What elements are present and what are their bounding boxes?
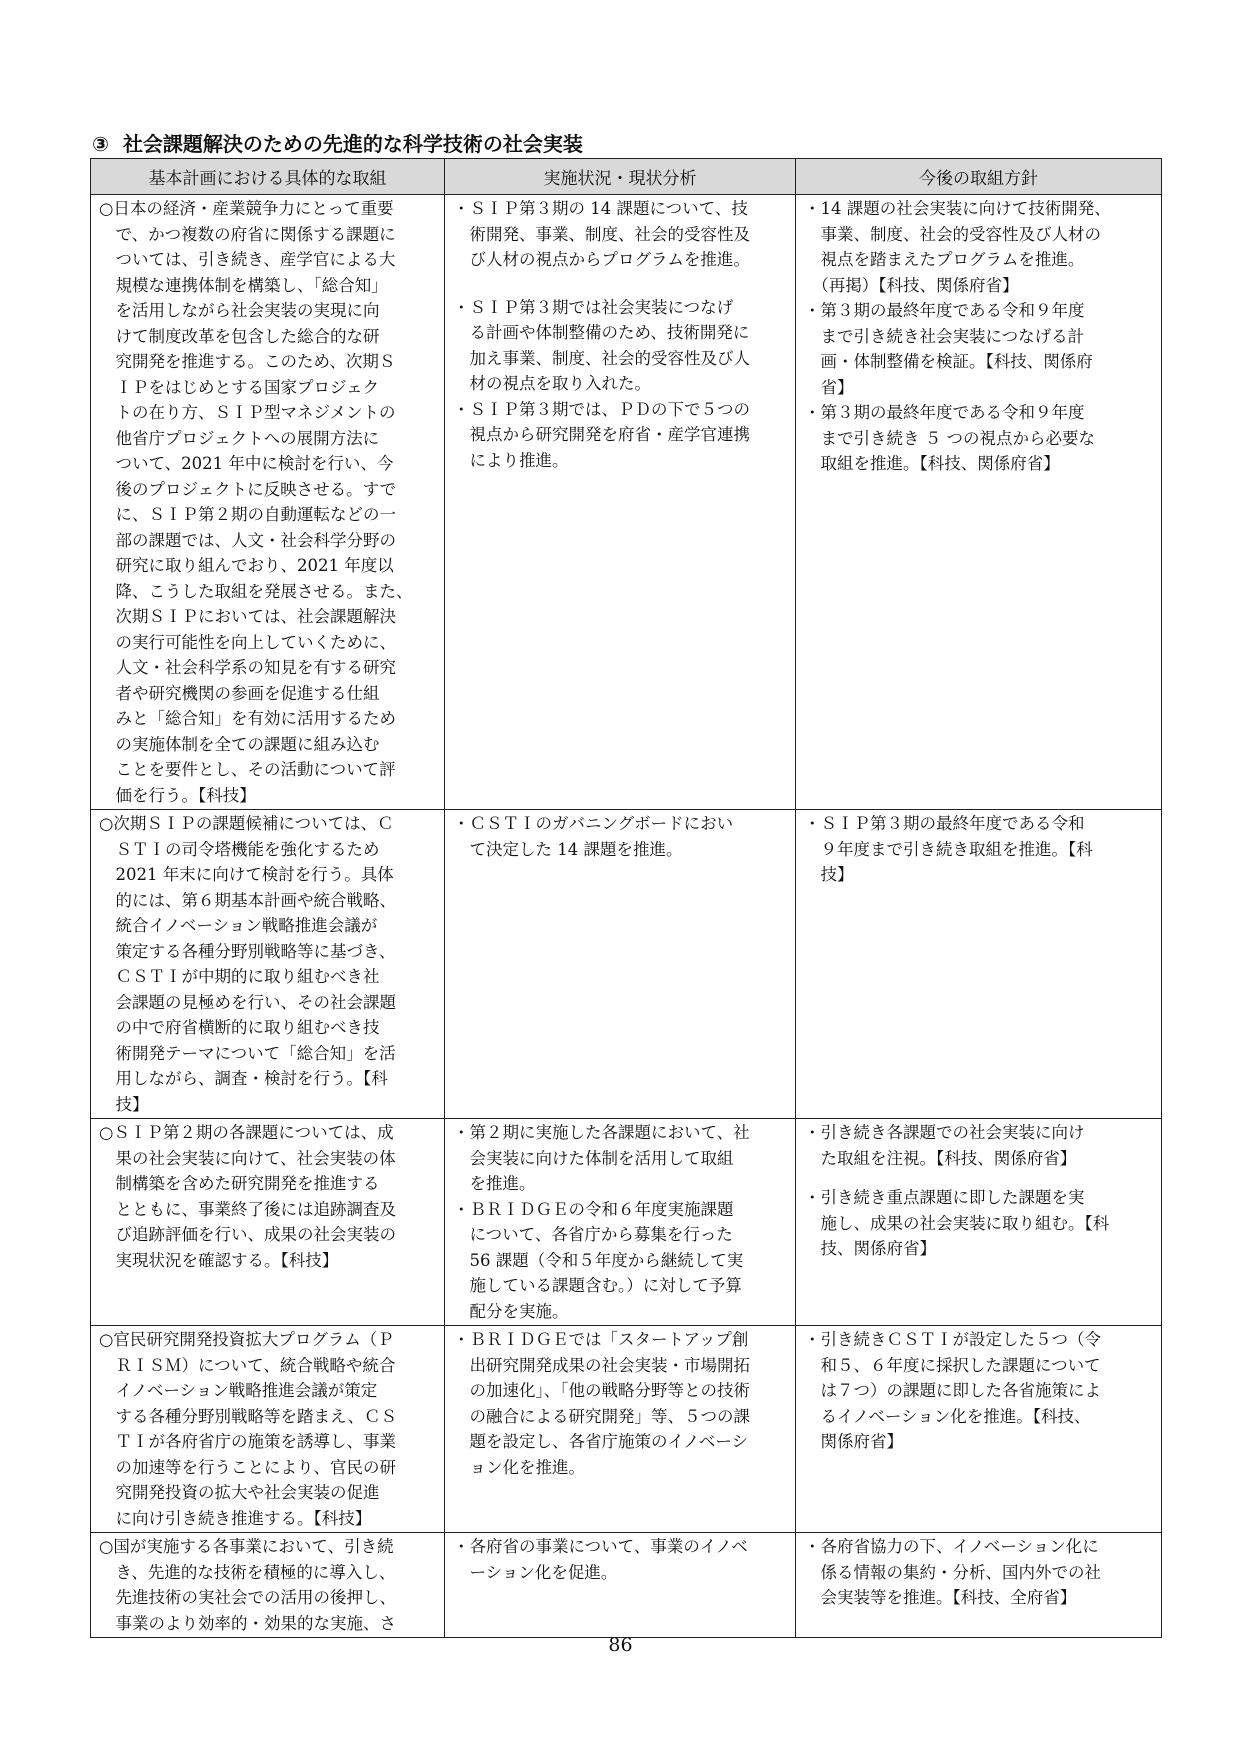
status-item: ・ＳＩＰ第３期の 14 課題について、技 術開発、事業、制度、社会的受容性及 び人材の視点からプログラムを推進。 (453, 199, 750, 269)
policy-item: ・ＳＩＰ第３期の最終年度である令和 ９年度まで引き続き取組を推進。【科 技】 (804, 814, 1093, 884)
measure-cell (91, 1119, 445, 1326)
measure-cell (91, 195, 445, 810)
status-item: ・ＳＩＰ第３期では社会実装につなげ る計画や体制整備のため、技術開発に 加え事業、制度、社会的受容性及び人 材の視点を取り入れた。 (453, 297, 750, 393)
status-cell (445, 810, 796, 1119)
status-item: ・ＣＳＴＩのガバニングボードにおい て決定した 14 課題を推進。 (453, 814, 734, 859)
header-status-analysis: 実施状況・現状分析 (445, 159, 796, 195)
header-future-policy: 今後の取組方針 (796, 159, 1162, 195)
policy-item: ・第３期の最終年度である令和９年度 まで引き続き ５ つの視点から必要な 取組を推進。【科技、関係府省】 (804, 403, 1095, 473)
measure-text: ○ＳＩＰ第２期の各課題については、成 果の社会実装に向けて、社会実装の体 制構築を含めた研究開発を推進する とともに、事業終了後には追跡調査及 び追跡評価を行い、成果の社会実装の 実現状況を確認する。【科技】 (99, 1123, 396, 1270)
table-row (91, 195, 1162, 810)
policy-item: ・各府省協力の下、イノベーション化に 係る情報の集約・分析、国内外での社 会実装等を推進。【科技、全府省】 (804, 1537, 1101, 1607)
table-row (91, 1326, 1162, 1533)
policy-item: ・引き続き各課題での社会実装に向け た取組を注視。【科技、関係府省】 (804, 1123, 1085, 1168)
header-specific-measures: 基本計画における具体的な取組 (91, 159, 445, 195)
measure-text: ○官民研究開発投資拡大プログラム（Ｐ ＲＩＳＭ）について、統合戦略や統合 イノベーション戦略推進会議が策定 する各種分野別戦略等を踏まえ、ＣＳ ＴＩが各府省庁の施策を誘導し、事業 の加速等を行うことにより、官民の研 究開発投資の拡大や社会実装の促進 に向け引き続き推進する。【科技】 (99, 1330, 397, 1528)
policy-cell (796, 1119, 1162, 1326)
measure-cell (91, 1533, 445, 1638)
table-row (91, 1119, 1162, 1326)
section-number: ③ (92, 132, 109, 156)
policy-item: ・14 課題の社会実装に向けて技術開発、 事業、制度、社会的受容性及び人材の 視点を踏まえたプログラムを推進。 （再掲）【科技、関係府省】 (804, 199, 1111, 295)
section-title: 社会課題解決のための先進的な科学技術の社会実装 (122, 132, 583, 156)
status-item: ・ＳＩＰ第３期では、ＰＤの下で５つの 視点から研究開発を府省・産学官連携 により推進。 (453, 399, 750, 470)
measure-text: ○日本の経済・産業競争力にとって重要 で、かつ複数の府省に関係する課題に ついては、引き続き、産学官による大 規模な連携体制を構築し、「総合知」 を活用しながら社会実装の実現に向 けて制度改革を包含した総合的な研 究開発を推進する。このため、次期Ｓ ＩＰをはじめとする国家プロジェク トの在り方、ＳＩＰ型マネジメントの 他省庁プロジェクトへの展開方法に ついて、2021 年中に検討を行い、今 後のプロジェクトに反映させる。すで に、ＳＩＰ第２期の自動運転などの一 部の課題では、人文・社会科学分野の 研究に取り組んでおり、2021 年度以 降、こうした取組を発展させる。また、 次期ＳＩＰにおいては、社会課題解決 の実行可能性を向上していくために、 人文・社会科学系の知見を有する研究 者や研究機関の参画を促進する仕組 みと「総合知」を有効に活用するため の実施体制を全ての課題に組み込む ことを要件とし、その活動について評 価を行う。【科技】 (99, 199, 413, 805)
policy-item: ・第３期の最終年度である令和９年度 まで引き続き社会実装につなげる計 画・体制整備を検証。【科技、関係府 省】 (804, 301, 1093, 397)
measure-text: ○次期ＳＩＰの課題候補については、Ｃ ＳＴＩの司令塔機能を強化するため 2021 年末に向けて検討を行う。具体 的には、第６期基本計画や統合戦略、 統合イノベーション戦略推進会議が 策定する各種分野別戦略等に基づき、 ＣＳＴＩが中期的に取り組むべき社 会課題の見極めを行い、その社会課題 の中で府省横断的に取り組むべき技 術開発テーマについて「総合知」を活 用しながら、調査・検討を行う。【科 技】 (99, 814, 396, 1114)
policy-cell (796, 1533, 1162, 1638)
status-cell (445, 1533, 796, 1638)
status-cell (445, 195, 796, 810)
table-row (91, 1533, 1162, 1638)
status-item: ・各府省の事業について、事業のイノベ ーション化を促進。 (453, 1537, 748, 1582)
section-heading (92, 128, 583, 157)
status-cell (445, 1119, 796, 1326)
measure-cell (91, 810, 445, 1119)
status-cell (445, 1326, 796, 1533)
table-header-row (91, 159, 1162, 195)
policy-cell (796, 195, 1162, 810)
policy-cell (796, 1326, 1162, 1533)
measure-cell (91, 1326, 445, 1533)
policy-cell (796, 810, 1162, 1119)
measures-table (90, 158, 1162, 1638)
policy-item: ・引き続きＣＳＴＩが設定した５つ（令 和５、６年度に採択した課題について は７つ）の課題に即した各省施策によ るイノベーション化を推進。【科技、 関係府省】 (804, 1330, 1101, 1451)
page-number: 86 (608, 1634, 633, 1656)
status-item: ・ＢＲＩＤＧＥでは「スタートアップ創 出研究開発成果の社会実装・市場開拓 の加速化」、「他の戦略分野等との技術 の融合による研究開発」等、５つの課 題を設定し、各省庁施策のイノベーシ ョン化を推進。 (453, 1330, 750, 1477)
measure-text: ○国が実施する各事業において、引き続 き、先進的な技術を積極的に導入し、 先進技術の実社会での活用の後押し、 事業のより効率的・効果的な実施、さ (99, 1537, 396, 1633)
policy-item: ・引き続き重点課題に即した課題を実 施し、成果の社会実装に取り組む。【科 技、関係府省】 (804, 1188, 1110, 1258)
status-item: ・ＢＲＩＤＧＥの令和６年度実施課題 について、各省庁から募集を行った 56 課題（令和５年度から継続して実 施している課題含む。）に対して予算 配分を実施。 (453, 1199, 744, 1321)
status-item: ・第２期に実施した各課題において、社 会実装に向けた体制を活用して取組 を推進。 (453, 1123, 750, 1193)
table-row (91, 810, 1162, 1119)
